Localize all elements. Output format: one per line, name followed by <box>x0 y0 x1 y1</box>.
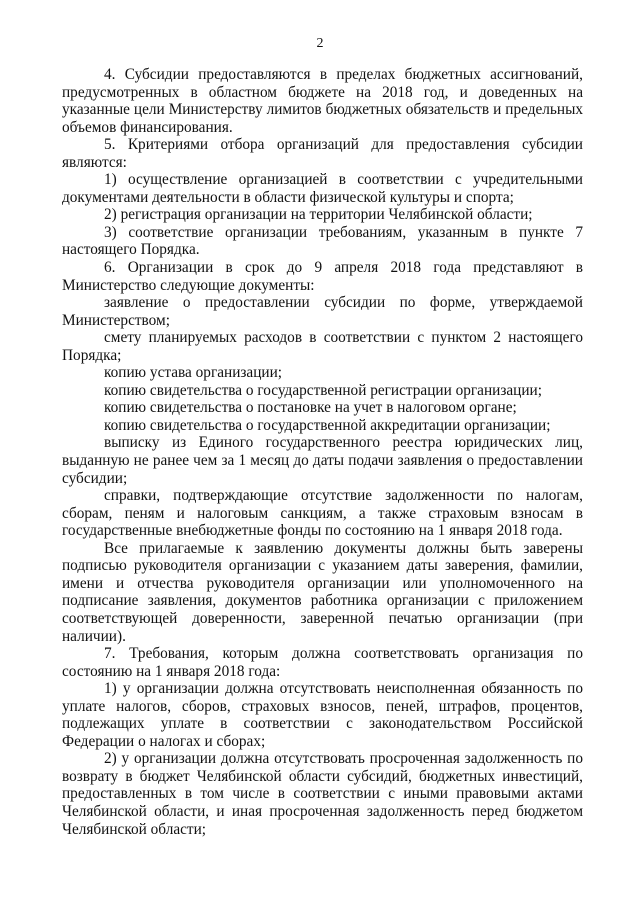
document-body <box>62 66 583 838</box>
document-item-tax-registration: копию свидетельства о постановке на учет в налоговом органе; <box>104 399 517 417</box>
document-item-application: заявление о предоставлении субсидии по форме, утверждаемой Министерством; <box>62 294 583 329</box>
document-item-charter: копию устава организации; <box>104 364 283 382</box>
criteria-item-1: 1) осуществление организацией в соответствии с учредительными документами деятельности в области физической культуры и спорта; <box>62 171 583 206</box>
paragraph-6-documents: 6. Организации в срок до 9 апреля 2018 года представляют в Министерство следующие документы: <box>62 259 583 294</box>
page-number: 2 <box>316 36 324 51</box>
paragraph-7-requirements: 7. Требования, которым должна соответствовать организация по состоянию на 1 января 2018 года: <box>62 645 583 680</box>
paragraph-4-subsidy-limits: 4. Субсидии предоставляются в пределах бюджетных ассигнований, предусмотренных в областном бюджете на 2018 год, и доведенных на указанные цели Министерству лимитов бюджетных обязательств и предельных объемов финансирования. <box>62 66 583 136</box>
requirement-item-1: 1) у организации должна отсутствовать неисполненная обязанность по уплате налогов, сборов, страховых взносов, пеней, штрафов, процентов, подлежащих уплате в соответствии с законодательством Российской Федерации о налогах и сборах; <box>62 680 583 750</box>
document-item-registry-extract: выписку из Единого государственного реестра юридических лиц, выданную не ранее чем за 1 месяц до даты подачи заявления о предоставлении субсидии; <box>62 434 583 487</box>
requirement-item-2: 2) у организации должна отсутствовать просроченная задолженность по возврату в бюджет Челябинской области субсидий, бюджетных инвестиций, предоставленных в том числе в соответствии с иными правовыми актами Челябинской области, и иная просроченная задолженность перед бюджетом Челябинской области; <box>62 750 583 838</box>
document-item-registration: копию свидетельства о государственной регистрации организации; <box>104 381 542 399</box>
document-item-estimate: смету планируемых расходов в соответствии с пунктом 2 настоящего Порядка; <box>62 329 583 364</box>
criteria-item-2: 2) регистрация организации на территории Челябинской области; <box>104 206 533 224</box>
document-item-accreditation: копию свидетельства о государственной аккредитации организации; <box>104 416 551 434</box>
paragraph-5-selection-criteria: 5. Критериями отбора организаций для предоставления субсидии являются: <box>62 136 583 171</box>
certification-requirements: Все прилагаемые к заявлению документы должны быть заверены подписью руководителя организации с указанием даты заверения, фамилии, имени и отчества руководителя организации или уполномоченного на подписание заявления, документов работника организации с приложением соответствующей доверенности, заверенной печатью организации (при наличии). <box>62 539 583 645</box>
criteria-item-3: 3) соответствие организации требованиям, указанным в пункте 7 настоящего Порядка. <box>62 223 583 259</box>
document-item-debt-certificates: справки, подтверждающие отсутствие задолженности по налогам, сборам, пеням и налоговым санкциям, а также страховым взносам в государственные внебюджетные фонды по состоянию на 1 января 2018 года. <box>62 487 583 540</box>
